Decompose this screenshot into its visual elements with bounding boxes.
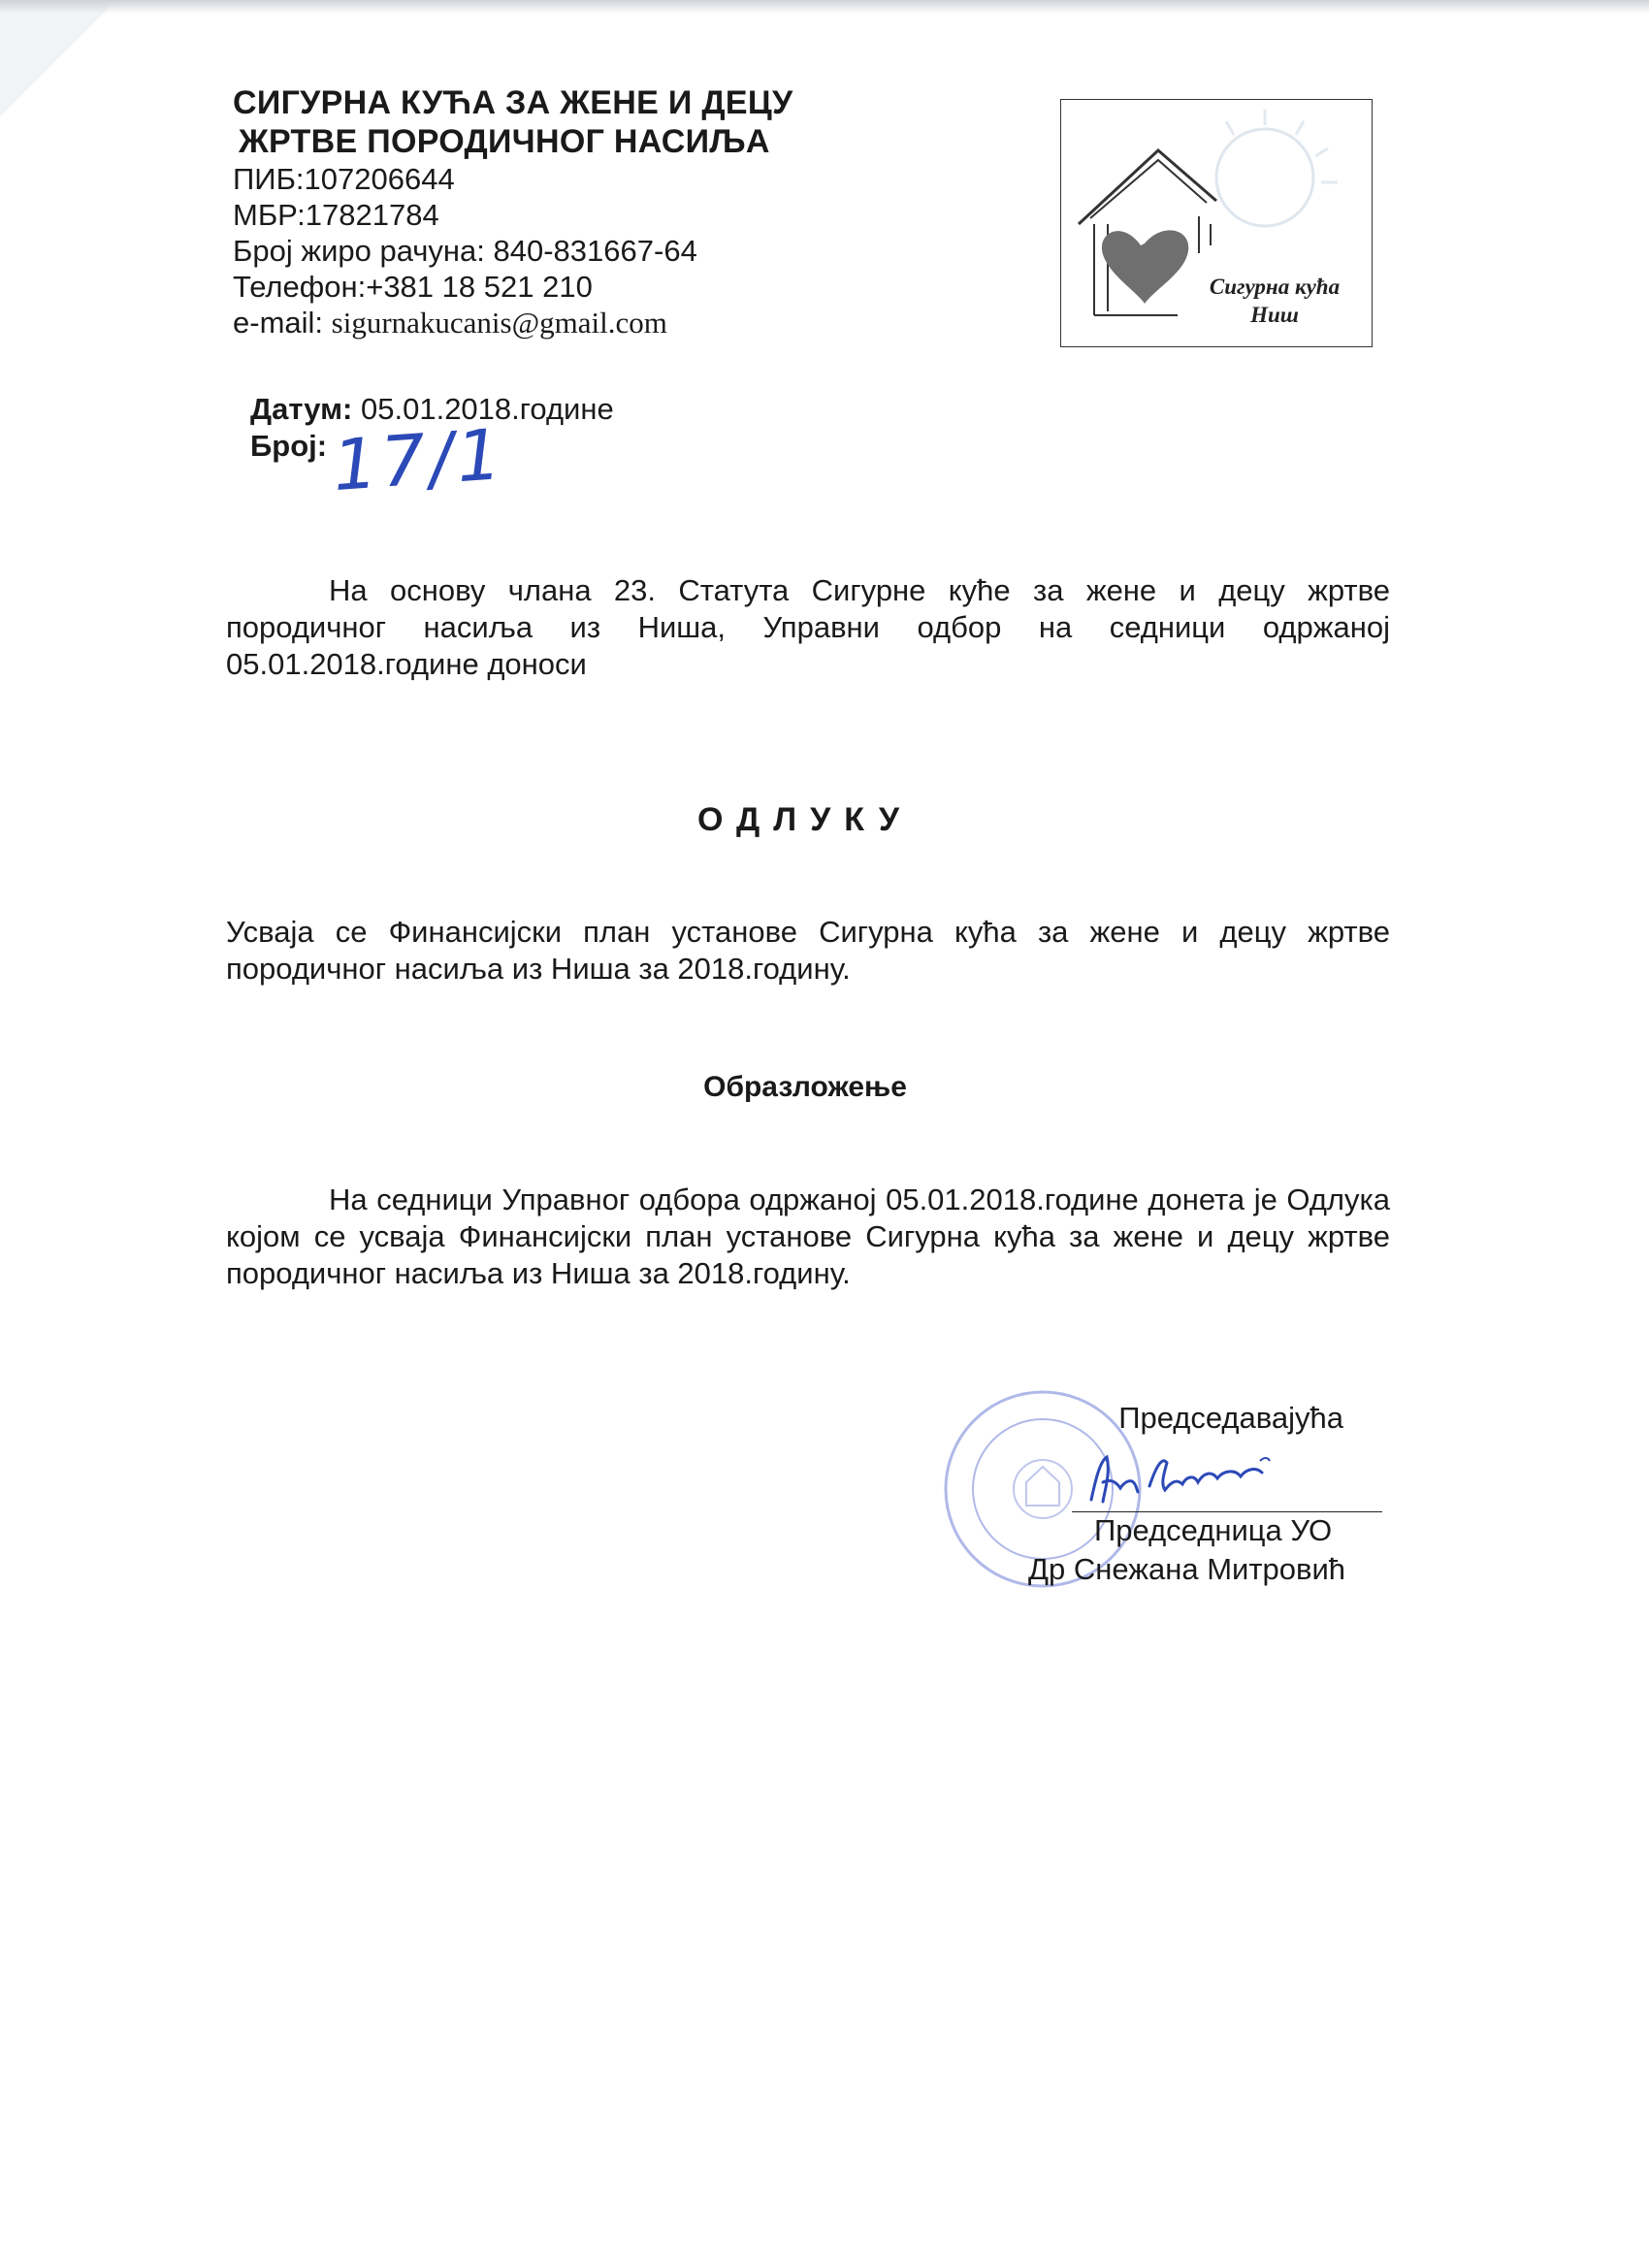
scan-edge-shadow xyxy=(0,0,1649,14)
bank-account: Број жиро рачуна: 840-831667-64 xyxy=(233,234,697,268)
org-name-line1: СИГУРНА КУЋА ЗА ЖЕНЕ И ДЕЦУ xyxy=(233,84,793,121)
email-address: sigurnakucanis@gmail.com xyxy=(331,306,667,340)
intro-text: На основу члана 23. Статута Сигурне куће за жене и децу жртве породичног насиља из Ниша, Управни одбор на седници одржаној 05.01.2018.године доноси xyxy=(226,573,1390,681)
date-label: Датум: xyxy=(250,392,353,426)
phone: Телефон:+381 18 521 210 xyxy=(233,270,593,304)
signatory-role: Председавајућа xyxy=(1118,1401,1343,1435)
signature-line xyxy=(1072,1511,1382,1512)
number-label: Број: xyxy=(250,429,328,463)
pib: ПИБ:107206644 xyxy=(233,162,455,196)
date-value: 05.01.2018.године xyxy=(361,392,614,426)
logo-text-line1: Сигурна кућа xyxy=(1209,275,1341,299)
handwritten-signature xyxy=(1082,1443,1314,1511)
mbr: МБР:17821784 xyxy=(233,198,439,232)
org-name-line2: ЖРТВЕ ПОРОДИЧНОГ НАСИЉА xyxy=(239,123,770,160)
email-label: e-mail: xyxy=(233,306,324,340)
explanation-text: На седници Управног одбора одржаној 05.01.2018.године донета је Одлука којом се усваја Финансијски план установе Сигурна кућа за жене и децу жртве породичног насиља из Ниша за 2018.годину. xyxy=(226,1183,1390,1290)
explanation-paragraph xyxy=(226,1182,1390,1292)
handwritten-number: 17/1 xyxy=(330,412,508,507)
scan-corner-shadow xyxy=(0,0,116,116)
email-line xyxy=(233,305,792,340)
logo-text-line2: Ниш xyxy=(1250,303,1299,327)
logo xyxy=(1060,99,1373,347)
explanation-title: Образложење xyxy=(703,1071,907,1103)
signatory-name: Др Снежана Митровић xyxy=(1028,1552,1346,1586)
decision-title: ОДЛУКУ xyxy=(697,801,913,838)
intro-paragraph xyxy=(226,572,1390,683)
decision-text: Усваја се Финансијски план установе Сигурна кућа за жене и децу жртве породичног насиља из Ниша за 2018.годину. xyxy=(226,915,1390,986)
signatory-title: Председница УО xyxy=(1094,1513,1333,1547)
decision-paragraph xyxy=(226,914,1390,988)
letterhead xyxy=(233,83,792,340)
logo-text xyxy=(1187,273,1362,329)
